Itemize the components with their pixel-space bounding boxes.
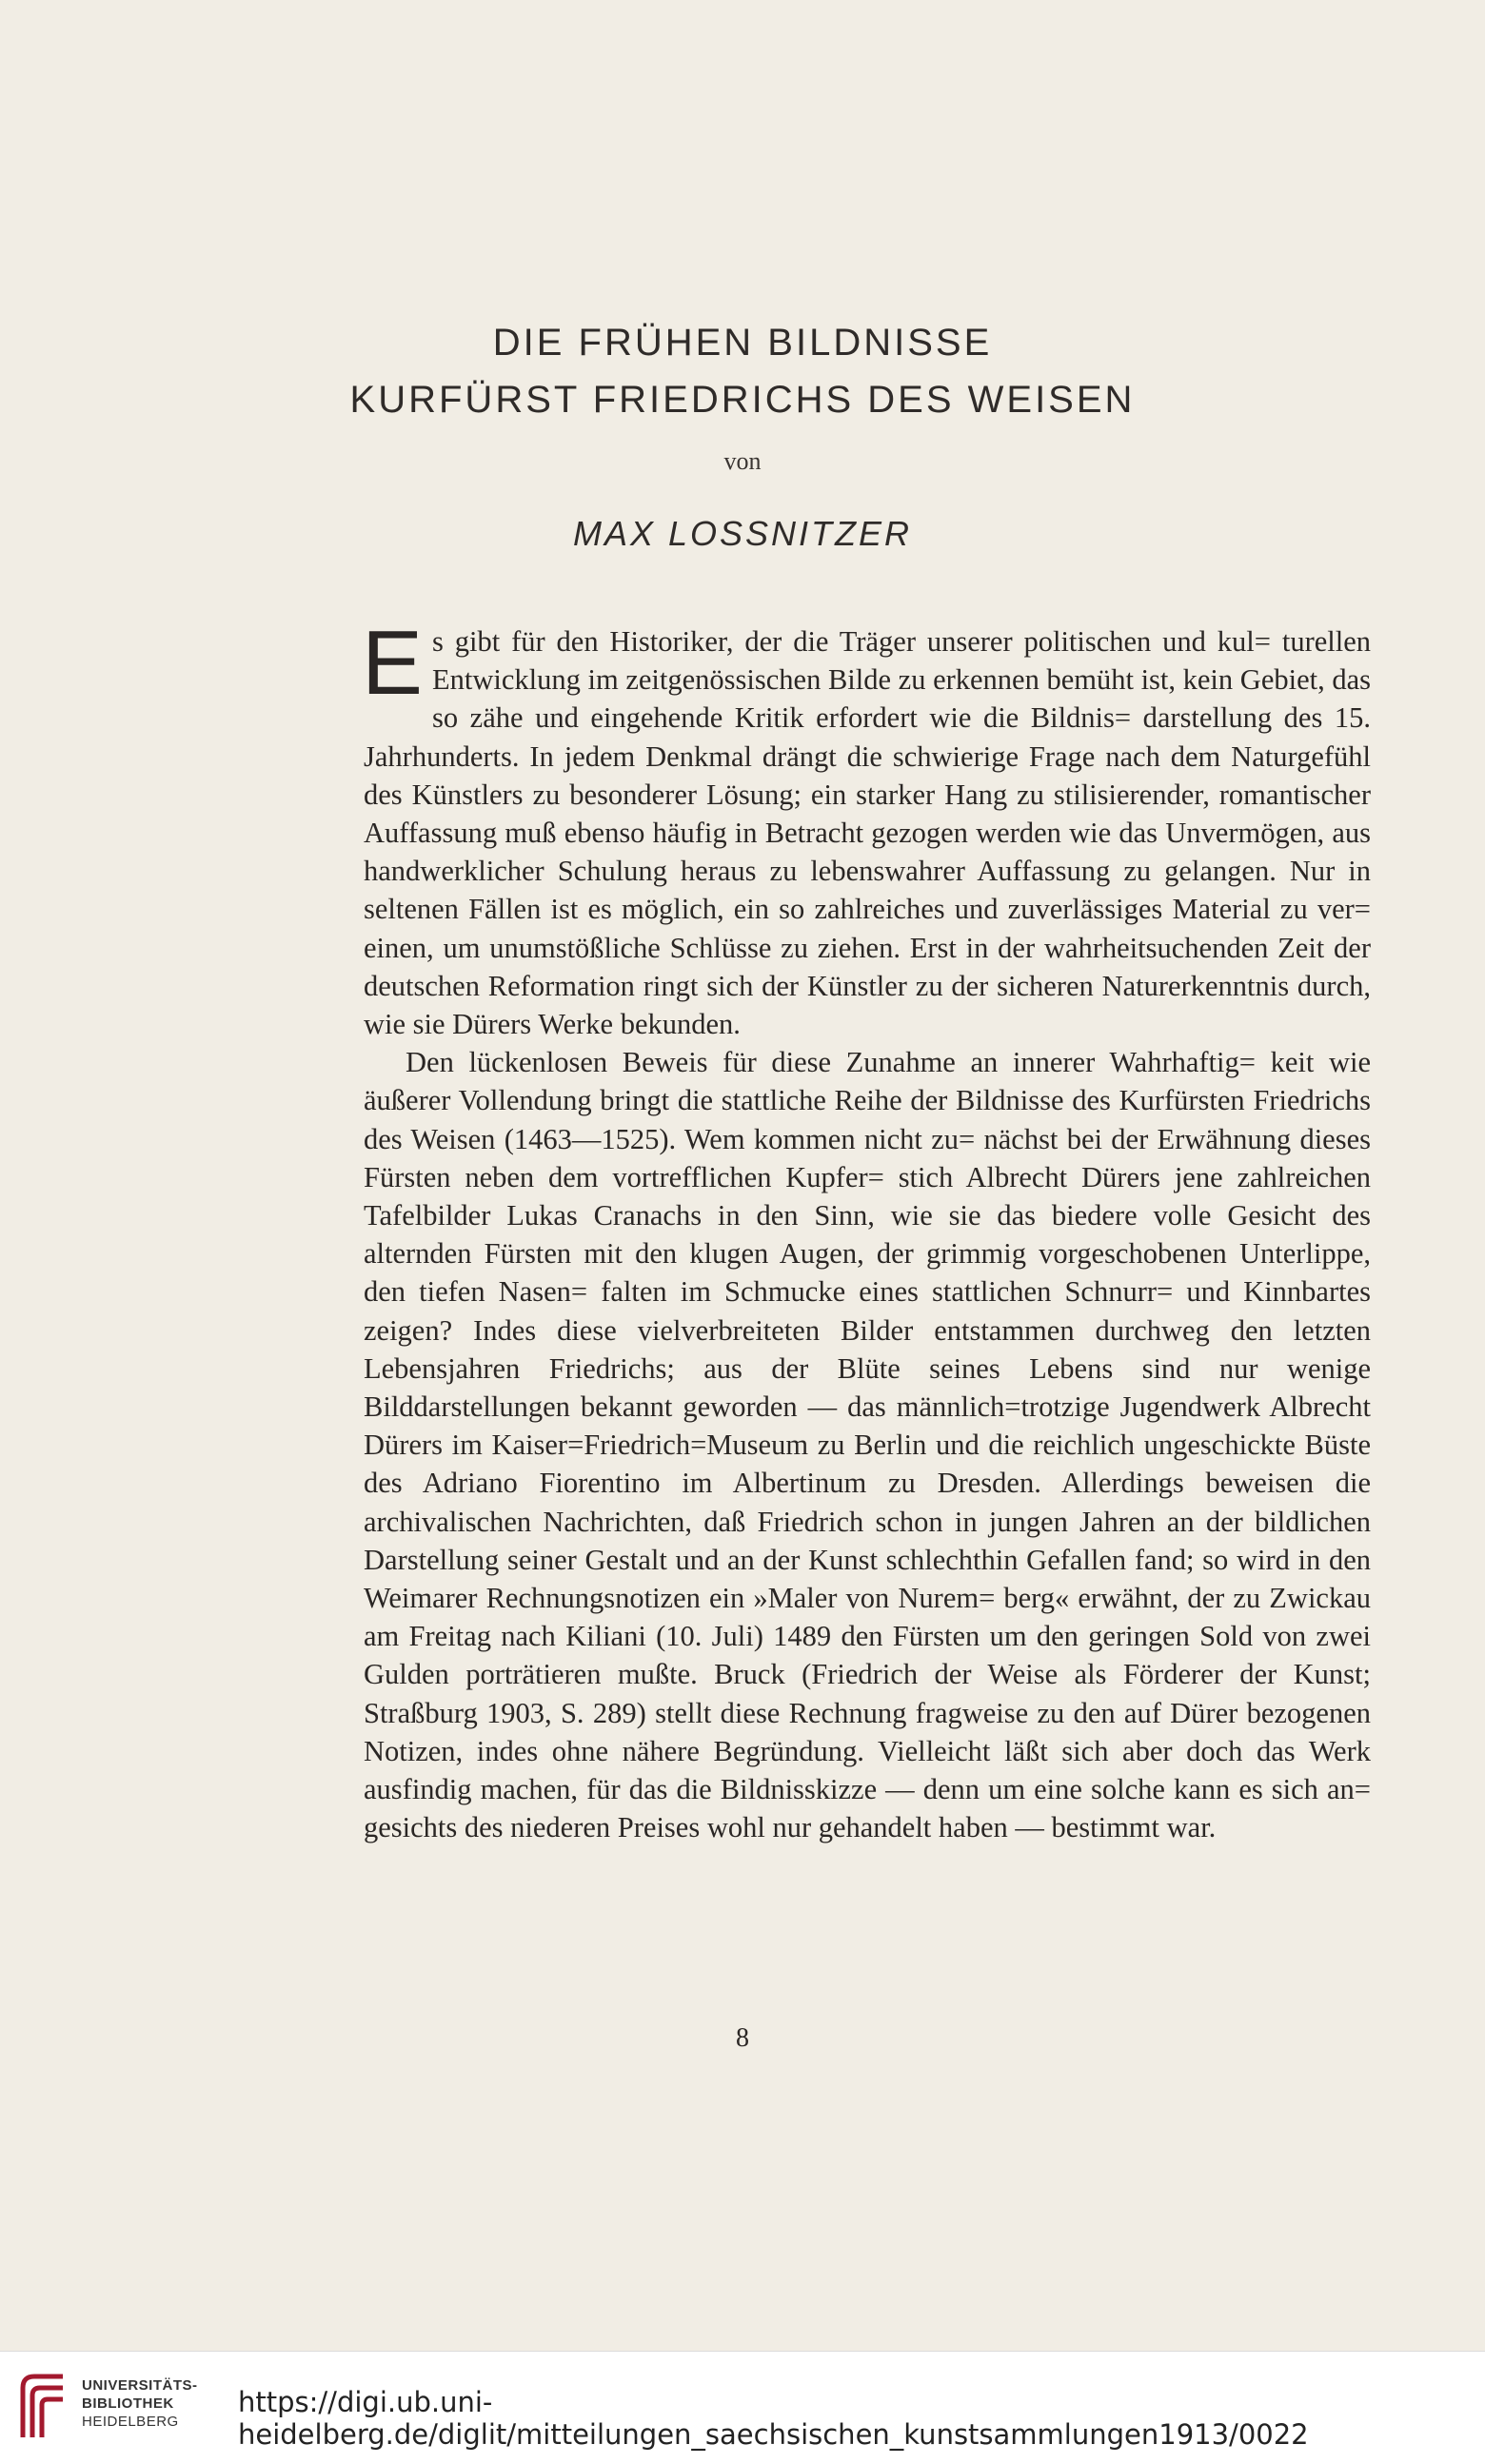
paragraph-2: Den lückenlosen Beweis für diese Zunahme an innerer Wahrhaftig= keit wie äußerer Vollendung bringt die stattliche Reihe der Bildnisse des Kurfürsten Friedrichs des Weisen (1463—1525). Wem kommen nicht zu= nächst bei der Erwähnung dieses Fürsten neben dem vortrefflichen Kupfer= stich Albrecht Dürers jene zahlreichen Tafelbilder Lukas Cranachs in den Sinn, wie sie das biedere volle Gesicht des alternden Fürsten mit den klugen Augen, der grimmig vorgeschobenen Unterlippe, den tiefen Nasen= falten im Schmucke eines stattlichen Schnurr= und Kinnbartes zeigen? Indes diese vielverbreiteten Bilder entstammen durchweg den letzten Lebensjahren Friedrichs; aus der Blüte seines Lebens sind nur wenige Bilddarstellungen bekannt geworden — das männlich=trotzige Jugendwerk Albrecht Dürers im Kaiser=Friedrich=Museum zu Berlin und die reichlich ungeschickte Büste des Adriano Fiorentino im Albertinum zu Dresden. Allerdings beweisen die archivalischen Nachrichten, daß Friedrich schon in jungen Jahren an der bildlichen Darstellung seiner Gestalt und an der Kunst schlechthin Gefallen fand; so wird in den Weimarer Rechnungsnotizen ein »Maler von Nurem= berg« erwähnt, der zu Zwickau am Freitag nach Kiliani (10. Juli) 1489 den Fürsten um den geringen Sold von zwei Gulden porträtieren mußte. Bruck (Friedrich der Weise als Förderer der Kunst; Straßburg 1903, S. 289) stellt diese Rechnung fragweise zu den auf Dürer bezogenen Notizen, indes ohne nähere Begründung. Vielleicht läßt sich aber doch das Werk ausfindig machen, für das die Bildnisskizze — denn um eine solche kann es sich an= gesichts des niederen Preises wohl nur gehandelt haben — bestimmt war. — [364, 1046, 1371, 1844]
article-title — [0, 314, 1485, 428]
paragraph-1 — [362, 612, 1371, 1043]
title-line-2: KURFÜRST FRIEDRICHS DES WEISEN — [349, 379, 1136, 421]
title-line-1: DIE FRÜHEN BILDNISSE — [492, 322, 993, 364]
logo-line-3: HEIDELBERG — [82, 2414, 179, 2430]
logo-line-2: BIBLIOTHEK — [82, 2395, 174, 2412]
library-logo-icon — [15, 2371, 69, 2443]
byline: von — [723, 447, 762, 475]
paragraph-1-text: s gibt für den Historiker, der die Träger unserer politischen und kul= turellen Entwicklung im zeitgenössischen Bilde zu erkennen bemüht ist, kein Gebiet, das so zähe und eingehende Kritik erfordert wie die Bildnis= darstellung des 15. Jahrhunderts. In jedem Denkmal drängt die schwierige Frage nach dem Naturgefühl des Künstlers zu besonderer Lösung; ein starker Hang zu stilisierender, romantischer Auffassung muß ebenso häufig in Betracht gezogen werden wie das Unvermögen, aus handwerklicher Schulung heraus zu lebenswahrer Auffassung zu gelangen. Nur in seltenen Fällen ist es möglich, ein so zahlreiches und zuverlässiges Material zu ver= einen, um unumstößliche Schlüsse zu ziehen. Erst in der wahrheitsuchenden Zeit der deutschen Reformation ringt sich der Künstler zu der sicheren Naturerkenntnis durch, wie sie Dürers Werke bekunden. — [364, 625, 1371, 1041]
permalink-url[interactable]: https://digi.ub.uni-heidelberg.de/diglit/mitteilungen_saechsischen_kunstsammlungen1913/0022 — [238, 2386, 1309, 2451]
drop-cap: E — [362, 612, 424, 714]
logo-line-1: UNIVERSITÄTS- — [82, 2377, 198, 2394]
page-number: 8 — [736, 2023, 749, 2053]
author-name: MAX LOSSNITZER — [572, 514, 913, 553]
viewer-footer — [0, 2351, 1485, 2464]
library-logo-text — [82, 2376, 198, 2431]
article-body — [362, 612, 1371, 1847]
